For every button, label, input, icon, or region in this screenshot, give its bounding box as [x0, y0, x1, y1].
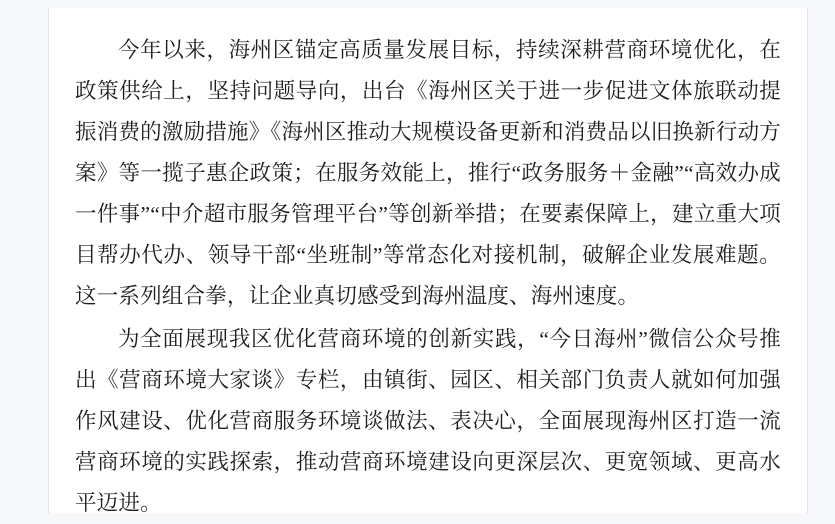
article-body [75, 30, 781, 524]
article-card [48, 8, 808, 513]
paragraph-2: 为全面展现我区优化营商环境的创新实践，“今日海州”微信公众号推出《营商环境大家谈》专栏，由镇街、园区、相关部门负责人就如何加强作风建设、优化营商服务环境谈做法、表决心，全面展现海州区打造一流营商环境的实践探索，推动营商环境建设向更深层次、更宽领域、更高水平迈进。 [75, 327, 781, 515]
paragraph-1: 今年以来，海州区锚定高质量发展目标，持续深耕营商环境优化，在政策供给上，坚持问题导向，出台《海州区关于进一步促进文体旅联动提振消费的激励措施》《海州区推动大规模设备更新和消费品以旧换新行动方案》等一揽子惠企政策；在服务效能上，推行“政务服务＋金融”“高效办成一件事”“中介超市服务管理平台”等创新举措；在要素保障上，建立重大项目帮办代办、领导干部“坐班制”等常态化对接机制，破解企业发展难题。这一系列组合拳，让企业真切感受到海州温度、海州速度。 [75, 38, 781, 308]
